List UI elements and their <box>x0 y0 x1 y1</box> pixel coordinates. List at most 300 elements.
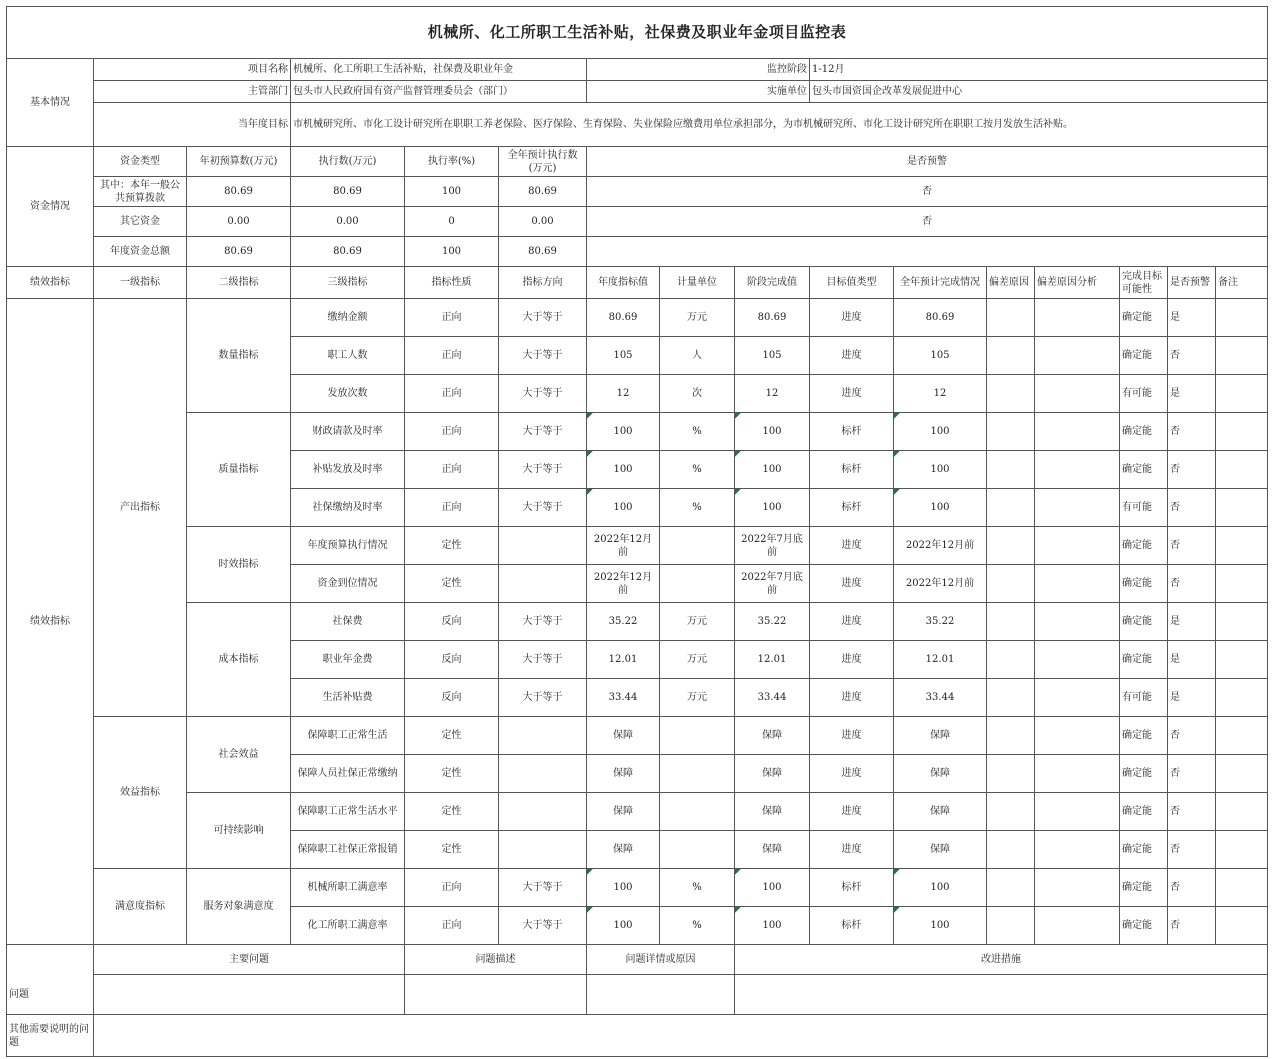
indicator-possibility: 确定能 <box>1120 831 1168 869</box>
indicator-unit: % <box>660 907 735 945</box>
indicator-remark <box>1216 527 1268 565</box>
indicator-possibility: 确定能 <box>1120 451 1168 489</box>
indicator-warning: 否 <box>1168 831 1216 869</box>
deviation-analysis <box>1035 717 1120 755</box>
deviation-analysis <box>1035 375 1120 413</box>
perf-header: 目标值类型 <box>810 267 894 299</box>
indicator-direction: 大于等于 <box>499 869 587 907</box>
other-issues-label: 其他需要说明的问题 <box>7 1015 94 1057</box>
indicator-warning: 否 <box>1168 869 1216 907</box>
deviation-reason <box>987 755 1035 793</box>
other-issues-value <box>94 1015 1268 1057</box>
indicator-warning: 否 <box>1168 907 1216 945</box>
fund-budget: 80.69 <box>187 237 291 267</box>
level2-cell: 数量指标 <box>187 299 291 413</box>
fund-type: 其中：本年一般公共预算拨款 <box>94 177 187 207</box>
funds-section-label: 资金情况 <box>7 147 94 267</box>
indicator-unit: 人 <box>660 337 735 375</box>
indicator-target: 105 <box>587 337 660 375</box>
perf-header: 指标性质 <box>405 267 499 299</box>
indicator-stage: 100 <box>735 413 810 451</box>
indicator-target-type: 进度 <box>810 527 894 565</box>
indicator-nature: 正向 <box>405 451 499 489</box>
perf-header: 备注 <box>1216 267 1268 299</box>
indicator-forecast: 保障 <box>894 755 987 793</box>
indicator-unit: 万元 <box>660 641 735 679</box>
deviation-analysis <box>1035 793 1120 831</box>
indicator-name: 机械所职工满意率 <box>291 869 405 907</box>
indicator-target-type: 进度 <box>810 337 894 375</box>
deviation-reason <box>987 869 1035 907</box>
indicator-target-type: 进度 <box>810 299 894 337</box>
indicator-remark <box>1216 831 1268 869</box>
stage-label: 监控阶段 <box>587 59 810 81</box>
deviation-analysis <box>1035 679 1120 717</box>
indicator-remark <box>1216 489 1268 527</box>
perf-header: 偏差原因 <box>987 267 1035 299</box>
indicator-direction: 大于等于 <box>499 337 587 375</box>
indicator-stage: 80.69 <box>735 299 810 337</box>
indicator-name: 化工所职工满意率 <box>291 907 405 945</box>
indicator-warning: 否 <box>1168 489 1216 527</box>
perf-header: 三级指标 <box>291 267 405 299</box>
indicator-target-type: 标杆 <box>810 413 894 451</box>
deviation-analysis <box>1035 413 1120 451</box>
fund-forecast: 80.69 <box>499 237 587 267</box>
indicator-warning: 是 <box>1168 299 1216 337</box>
indicator-direction <box>499 527 587 565</box>
indicator-name: 补贴发放及时率 <box>291 451 405 489</box>
problem-main <box>94 975 405 1015</box>
table-row <box>7 869 1268 907</box>
indicator-remark <box>1216 337 1268 375</box>
fund-type: 年度资金总额 <box>94 237 187 267</box>
indicator-nature: 反向 <box>405 679 499 717</box>
indicator-stage: 2022年7月底前 <box>735 527 810 565</box>
indicator-target: 100 <box>587 451 660 489</box>
indicator-name: 缴纳金额 <box>291 299 405 337</box>
indicator-stage: 100 <box>735 907 810 945</box>
indicator-warning: 否 <box>1168 527 1216 565</box>
indicator-target: 100 <box>587 489 660 527</box>
indicator-target: 保障 <box>587 717 660 755</box>
indicator-remark <box>1216 375 1268 413</box>
fund-warn <box>587 237 1268 267</box>
indicator-target-type: 标杆 <box>810 869 894 907</box>
funds-header: 年初预算数(万元) <box>187 147 291 177</box>
perf-header: 年度指标值 <box>587 267 660 299</box>
fund-rate: 100 <box>405 177 499 207</box>
goal-label: 当年度目标 <box>94 103 291 147</box>
indicator-target: 保障 <box>587 755 660 793</box>
indicator-name: 保障人员社保正常缴纳 <box>291 755 405 793</box>
deviation-analysis <box>1035 337 1120 375</box>
indicator-direction <box>499 831 587 869</box>
unit-label: 实施单位 <box>587 81 810 103</box>
deviation-reason <box>987 793 1035 831</box>
indicator-possibility: 确定能 <box>1120 907 1168 945</box>
indicator-target-type: 标杆 <box>810 451 894 489</box>
indicator-forecast: 80.69 <box>894 299 987 337</box>
indicator-direction: 大于等于 <box>499 907 587 945</box>
perf-header: 全年预计完成情况 <box>894 267 987 299</box>
indicator-target-type: 进度 <box>810 565 894 603</box>
indicator-name: 保障职工社保正常报销 <box>291 831 405 869</box>
perf-header: 是否预警 <box>1168 267 1216 299</box>
deviation-analysis <box>1035 641 1120 679</box>
indicator-unit: % <box>660 413 735 451</box>
indicator-possibility: 有可能 <box>1120 375 1168 413</box>
table-row <box>7 603 1268 641</box>
indicator-unit: 万元 <box>660 603 735 641</box>
deviation-analysis <box>1035 603 1120 641</box>
indicator-forecast: 保障 <box>894 717 987 755</box>
indicator-remark <box>1216 755 1268 793</box>
indicator-forecast: 2022年12月前 <box>894 565 987 603</box>
indicator-remark <box>1216 413 1268 451</box>
deviation-reason <box>987 337 1035 375</box>
indicator-direction: 大于等于 <box>499 489 587 527</box>
deviation-analysis <box>1035 869 1120 907</box>
indicator-nature: 正向 <box>405 907 499 945</box>
indicator-stage: 100 <box>735 869 810 907</box>
indicator-name: 财政请款及时率 <box>291 413 405 451</box>
indicator-name: 年度预算执行情况 <box>291 527 405 565</box>
deviation-reason <box>987 489 1035 527</box>
indicator-direction: 大于等于 <box>499 375 587 413</box>
goal-value: 市机械研究所、市化工设计研究所在职职工养老保险、医疗保险、生育保险、失业保险应缴费用单位承担部分，为市机械研究所、市化工设计研究所在职职工按月发放生活补贴。 <box>291 103 1268 147</box>
perf-header: 二级指标 <box>187 267 291 299</box>
perf-header: 偏差原因分析 <box>1035 267 1120 299</box>
indicator-remark <box>1216 679 1268 717</box>
indicator-possibility: 确定能 <box>1120 337 1168 375</box>
indicator-target-type: 进度 <box>810 755 894 793</box>
funds-header: 执行数(万元) <box>291 147 405 177</box>
indicator-stage: 12 <box>735 375 810 413</box>
deviation-analysis <box>1035 527 1120 565</box>
level2-cell: 社会效益 <box>187 717 291 793</box>
indicator-warning: 否 <box>1168 793 1216 831</box>
table-row <box>7 413 1268 451</box>
problem-label: 问题 <box>7 975 94 1015</box>
indicator-stage: 保障 <box>735 793 810 831</box>
funds-header: 执行率(%) <box>405 147 499 177</box>
indicator-stage: 2022年7月底前 <box>735 565 810 603</box>
indicator-target: 100 <box>587 907 660 945</box>
indicator-unit: % <box>660 869 735 907</box>
indicator-target: 2022年12月前 <box>587 527 660 565</box>
indicator-forecast: 105 <box>894 337 987 375</box>
indicator-forecast: 100 <box>894 869 987 907</box>
indicator-stage: 105 <box>735 337 810 375</box>
funds-row <box>7 237 1268 267</box>
indicator-direction <box>499 793 587 831</box>
indicator-nature: 正向 <box>405 337 499 375</box>
indicator-remark <box>1216 869 1268 907</box>
deviation-analysis <box>1035 831 1120 869</box>
indicator-forecast: 保障 <box>894 831 987 869</box>
indicator-unit <box>660 717 735 755</box>
indicator-nature: 定性 <box>405 717 499 755</box>
indicator-unit <box>660 527 735 565</box>
fund-exec: 0.00 <box>291 207 405 237</box>
indicator-target-type: 进度 <box>810 679 894 717</box>
funds-row <box>7 207 1268 237</box>
deviation-reason <box>987 451 1035 489</box>
issues-header: 问题描述 <box>405 945 587 975</box>
indicator-forecast: 33.44 <box>894 679 987 717</box>
indicator-warning: 是 <box>1168 679 1216 717</box>
indicator-target-type: 进度 <box>810 831 894 869</box>
fund-rate: 0 <box>405 207 499 237</box>
indicator-unit <box>660 793 735 831</box>
indicator-possibility: 确定能 <box>1120 603 1168 641</box>
indicator-unit: 万元 <box>660 299 735 337</box>
indicator-unit: 万元 <box>660 679 735 717</box>
indicator-direction <box>499 565 587 603</box>
indicator-stage: 保障 <box>735 755 810 793</box>
indicator-stage: 保障 <box>735 717 810 755</box>
funds-header: 是否预警 <box>587 147 1268 177</box>
table-row <box>7 299 1268 337</box>
indicator-nature: 正向 <box>405 869 499 907</box>
indicator-possibility: 确定能 <box>1120 717 1168 755</box>
fund-type: 其它资金 <box>94 207 187 237</box>
indicator-target-type: 进度 <box>810 717 894 755</box>
fund-exec: 80.69 <box>291 177 405 207</box>
indicator-direction: 大于等于 <box>499 641 587 679</box>
problem-detail <box>587 975 735 1015</box>
project-name-label: 项目名称 <box>94 59 291 81</box>
dept-label: 主管部门 <box>94 81 291 103</box>
indicator-target: 保障 <box>587 793 660 831</box>
basic-section-label: 基本情况 <box>7 59 94 147</box>
indicator-name: 保障职工正常生活 <box>291 717 405 755</box>
indicator-possibility: 有可能 <box>1120 489 1168 527</box>
table-row <box>7 527 1268 565</box>
indicator-stage: 100 <box>735 451 810 489</box>
indicator-name: 发放次数 <box>291 375 405 413</box>
level2-cell: 时效指标 <box>187 527 291 603</box>
level2-cell: 服务对象满意度 <box>187 869 291 945</box>
funds-row <box>7 177 1268 207</box>
indicator-direction <box>499 717 587 755</box>
deviation-reason <box>987 831 1035 869</box>
indicator-forecast: 2022年12月前 <box>894 527 987 565</box>
fund-budget: 80.69 <box>187 177 291 207</box>
deviation-reason <box>987 565 1035 603</box>
indicator-stage: 35.22 <box>735 603 810 641</box>
indicator-stage: 12.01 <box>735 641 810 679</box>
indicator-nature: 反向 <box>405 603 499 641</box>
indicator-target: 35.22 <box>587 603 660 641</box>
indicator-remark <box>1216 641 1268 679</box>
indicator-forecast: 100 <box>894 413 987 451</box>
deviation-reason <box>987 641 1035 679</box>
fund-warn: 否 <box>587 177 1268 207</box>
deviation-reason <box>987 603 1035 641</box>
indicator-remark <box>1216 907 1268 945</box>
indicator-target: 80.69 <box>587 299 660 337</box>
funds-header: 全年预计执行数(万元) <box>499 147 587 177</box>
deviation-reason <box>987 375 1035 413</box>
indicator-remark <box>1216 451 1268 489</box>
indicator-warning: 是 <box>1168 603 1216 641</box>
issues-blank <box>7 945 94 975</box>
issues-header: 主要问题 <box>94 945 405 975</box>
deviation-analysis <box>1035 489 1120 527</box>
deviation-reason <box>987 527 1035 565</box>
indicator-direction <box>499 755 587 793</box>
indicator-stage: 100 <box>735 489 810 527</box>
indicator-warning: 否 <box>1168 337 1216 375</box>
indicator-possibility: 确定能 <box>1120 299 1168 337</box>
indicator-direction: 大于等于 <box>499 679 587 717</box>
indicator-warning: 是 <box>1168 641 1216 679</box>
indicator-warning: 否 <box>1168 451 1216 489</box>
indicator-target: 12.01 <box>587 641 660 679</box>
fund-rate: 100 <box>405 237 499 267</box>
indicator-target-type: 进度 <box>810 375 894 413</box>
indicator-forecast: 保障 <box>894 793 987 831</box>
indicator-direction: 大于等于 <box>499 299 587 337</box>
indicator-warning: 否 <box>1168 755 1216 793</box>
indicator-nature: 正向 <box>405 299 499 337</box>
deviation-analysis <box>1035 907 1120 945</box>
problem-description <box>405 975 587 1015</box>
indicator-nature: 正向 <box>405 413 499 451</box>
indicator-possibility: 确定能 <box>1120 527 1168 565</box>
indicator-target-type: 进度 <box>810 793 894 831</box>
indicator-direction: 大于等于 <box>499 451 587 489</box>
indicator-warning: 否 <box>1168 717 1216 755</box>
indicator-nature: 正向 <box>405 489 499 527</box>
deviation-reason <box>987 299 1035 337</box>
indicator-possibility: 确定能 <box>1120 869 1168 907</box>
deviation-analysis <box>1035 299 1120 337</box>
dept-value: 包头市人民政府国有资产监督管理委员会（部门） <box>291 81 587 103</box>
issues-header: 问题详情或原因 <box>587 945 735 975</box>
perf-section-label: 绩效指标 <box>7 299 94 945</box>
indicator-target-type: 进度 <box>810 641 894 679</box>
indicator-remark <box>1216 299 1268 337</box>
indicator-possibility: 确定能 <box>1120 565 1168 603</box>
indicator-remark <box>1216 565 1268 603</box>
level1-cell: 满意度指标 <box>94 869 187 945</box>
indicator-name: 资金到位情况 <box>291 565 405 603</box>
fund-forecast: 80.69 <box>499 177 587 207</box>
deviation-reason <box>987 413 1035 451</box>
level1-cell: 产出指标 <box>94 299 187 717</box>
indicator-unit: % <box>660 489 735 527</box>
level2-cell: 可持续影响 <box>187 793 291 869</box>
indicator-target: 2022年12月前 <box>587 565 660 603</box>
table-row <box>7 717 1268 755</box>
indicator-unit <box>660 755 735 793</box>
perf-header: 阶段完成值 <box>735 267 810 299</box>
indicator-remark <box>1216 603 1268 641</box>
indicator-nature: 定性 <box>405 755 499 793</box>
indicator-unit <box>660 565 735 603</box>
indicator-target: 100 <box>587 869 660 907</box>
indicator-nature: 正向 <box>405 375 499 413</box>
indicator-target: 100 <box>587 413 660 451</box>
deviation-reason <box>987 679 1035 717</box>
indicator-nature: 定性 <box>405 565 499 603</box>
funds-header: 资金类型 <box>94 147 187 177</box>
level2-cell: 成本指标 <box>187 603 291 717</box>
indicator-name: 职工人数 <box>291 337 405 375</box>
indicator-forecast: 35.22 <box>894 603 987 641</box>
deviation-analysis <box>1035 565 1120 603</box>
fund-forecast: 0.00 <box>499 207 587 237</box>
perf-header: 绩效指标 <box>7 267 94 299</box>
indicator-unit: % <box>660 451 735 489</box>
indicator-target: 保障 <box>587 831 660 869</box>
indicator-stage: 保障 <box>735 831 810 869</box>
indicator-name: 社保缴纳及时率 <box>291 489 405 527</box>
indicator-name: 保障职工正常生活水平 <box>291 793 405 831</box>
indicator-warning: 否 <box>1168 565 1216 603</box>
page-title: 机械所、化工所职工生活补贴，社保费及职业年金项目监控表 <box>7 7 1268 59</box>
indicator-warning: 是 <box>1168 375 1216 413</box>
indicator-direction: 大于等于 <box>499 603 587 641</box>
deviation-analysis <box>1035 451 1120 489</box>
unit-value: 包头市国资国企改革发展促进中心 <box>810 81 1268 103</box>
indicator-target: 33.44 <box>587 679 660 717</box>
deviation-reason <box>987 717 1035 755</box>
stage-value: 1-12月 <box>810 59 1268 81</box>
deviation-reason <box>987 907 1035 945</box>
indicator-unit <box>660 831 735 869</box>
indicator-possibility: 有可能 <box>1120 679 1168 717</box>
indicator-target-type: 标杆 <box>810 907 894 945</box>
indicator-stage: 33.44 <box>735 679 810 717</box>
indicator-name: 职业年金费 <box>291 641 405 679</box>
level2-cell: 质量指标 <box>187 413 291 527</box>
perf-header: 完成目标可能性 <box>1120 267 1168 299</box>
fund-budget: 0.00 <box>187 207 291 237</box>
level1-cell: 效益指标 <box>94 717 187 869</box>
perf-header: 计量单位 <box>660 267 735 299</box>
perf-header: 一级指标 <box>94 267 187 299</box>
indicator-remark <box>1216 793 1268 831</box>
indicator-forecast: 100 <box>894 489 987 527</box>
project-name-value: 机械所、化工所职工生活补贴，社保费及职业年金 <box>291 59 587 81</box>
indicator-possibility: 确定能 <box>1120 793 1168 831</box>
indicator-target: 12 <box>587 375 660 413</box>
perf-header: 指标方向 <box>499 267 587 299</box>
indicator-forecast: 12.01 <box>894 641 987 679</box>
indicator-nature: 定性 <box>405 831 499 869</box>
indicator-nature: 定性 <box>405 793 499 831</box>
deviation-analysis <box>1035 755 1120 793</box>
indicator-remark <box>1216 717 1268 755</box>
problem-measures <box>735 975 1268 1015</box>
fund-warn: 否 <box>587 207 1268 237</box>
indicator-forecast: 12 <box>894 375 987 413</box>
issues-header: 改进措施 <box>735 945 1268 975</box>
indicator-possibility: 确定能 <box>1120 413 1168 451</box>
indicator-nature: 反向 <box>405 641 499 679</box>
fund-exec: 80.69 <box>291 237 405 267</box>
indicator-direction: 大于等于 <box>499 413 587 451</box>
indicator-nature: 定性 <box>405 527 499 565</box>
indicator-possibility: 确定能 <box>1120 641 1168 679</box>
indicator-unit: 次 <box>660 375 735 413</box>
indicator-warning: 否 <box>1168 413 1216 451</box>
indicator-name: 生活补贴费 <box>291 679 405 717</box>
